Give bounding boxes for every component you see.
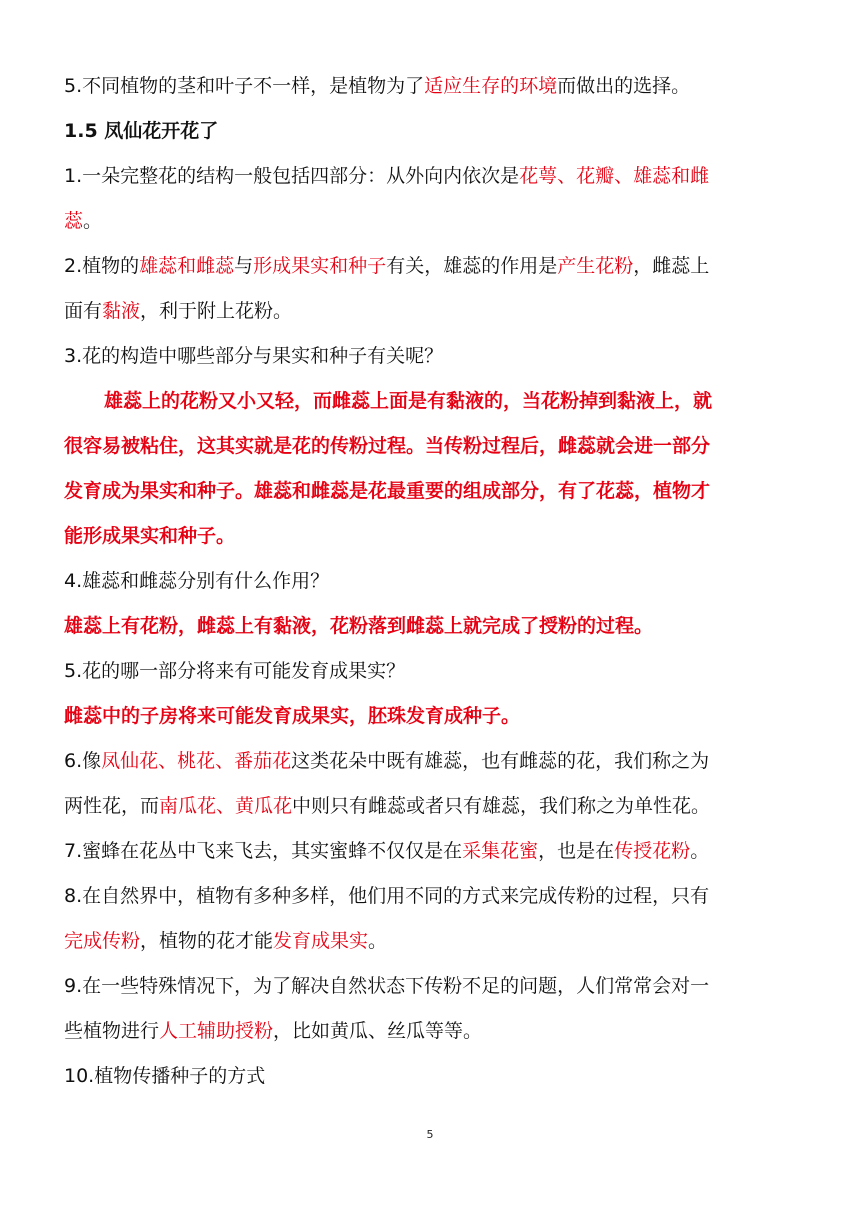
- highlighted-text: 黏液: [102, 300, 141, 322]
- text-segment: ，利于附上花粉。: [140, 300, 293, 322]
- text-segment: 这类花朵中既有雄蕊，也有雌蕊的花，我们称之为: [291, 750, 710, 772]
- text-line: [64, 604, 804, 649]
- text-line: [64, 199, 804, 244]
- highlighted-text: 适应生存的环境: [424, 75, 558, 97]
- text-line: [64, 1009, 804, 1054]
- page-number: 5: [426, 1128, 434, 1141]
- text-segment: ，雌蕊上: [633, 255, 710, 277]
- text-segment: 。: [83, 210, 103, 232]
- text-line: [64, 379, 804, 424]
- text-line: [64, 784, 804, 829]
- text-segment: 4.雄蕊和雌蕊分别有什么作用？: [64, 570, 330, 592]
- highlighted-text: 能形成果实和种子。: [64, 525, 236, 547]
- text-segment: 5.花的哪一部分将来有可能发育成果实？: [64, 660, 406, 682]
- highlighted-text: 完成传粉: [64, 930, 141, 952]
- text-line: [64, 739, 804, 784]
- text-line: [64, 289, 804, 334]
- highlighted-text: 雄蕊上有花粉，雌蕊上有黏液，花粉落到雌蕊上就完成了授粉的过程。: [64, 615, 654, 637]
- text-segment: 中则只有雌蕊或者只有雄蕊，我们称之为单性花。: [292, 795, 711, 817]
- text-segment: ，也是在: [538, 840, 615, 862]
- text-line: [64, 469, 804, 514]
- text-segment: 1.一朵完整花的结构一般包括四部分：从外向内依次是: [64, 165, 520, 187]
- text-segment: 7.蜜蜂在花丛中飞来飞去，其实蜜蜂不仅仅是在: [64, 840, 463, 862]
- text-segment: ，植物的花才能: [140, 930, 274, 952]
- text-line: [64, 334, 804, 379]
- highlighted-text: 雄蕊上的花粉又小又轻，而雌蕊上面是有黏液的，当花粉掉到黏液上，就: [104, 390, 713, 412]
- text-segment: 些植物进行: [64, 1020, 160, 1042]
- highlighted-text: 雄蕊和雌蕊: [139, 255, 235, 277]
- text-segment: 与: [234, 255, 254, 277]
- text-line: [64, 109, 804, 154]
- highlighted-text: 产生花粉: [557, 255, 634, 277]
- text-segment: 10.植物传播种子的方式: [64, 1065, 266, 1087]
- text-line: [64, 829, 804, 874]
- highlighted-text: 形成果实和种子: [253, 255, 387, 277]
- text-line: [64, 514, 804, 559]
- text-segment: 2.植物的: [64, 255, 140, 277]
- highlighted-text: 采集花蜜: [462, 840, 539, 862]
- highlighted-text: 雌蕊中的子房将来可能发育成果实，胚珠发育成种子。: [64, 705, 521, 727]
- document-body: [64, 64, 804, 1099]
- text-segment: 两性花，而: [64, 795, 160, 817]
- text-line: [64, 649, 804, 694]
- text-segment: 5.不同植物的茎和叶子不一样，是植物为了: [64, 75, 425, 97]
- highlighted-text: 传授花粉: [614, 840, 691, 862]
- highlighted-text: 发育成果实: [273, 930, 369, 952]
- text-line: [64, 424, 804, 469]
- text-segment: ，比如黄瓜、丝瓜等等。: [273, 1020, 483, 1042]
- highlighted-text: 很容易被粘住，这其实就是花的传粉过程。当传粉过程后，雌蕊就会进一部分: [64, 435, 711, 457]
- text-segment: 6.像: [64, 750, 102, 772]
- text-line: [64, 964, 804, 1009]
- text-segment: 8.在自然界中，植物有多种多样，他们用不同的方式来完成传粉的过程，只有: [64, 885, 710, 907]
- text-line: [64, 1054, 804, 1099]
- highlighted-text: 凤仙花、桃花、番茄花: [101, 750, 292, 772]
- section-heading: 1.5 凤仙花开花了: [64, 120, 219, 142]
- text-line: [64, 559, 804, 604]
- text-line: [64, 694, 804, 739]
- text-line: [64, 154, 804, 199]
- text-line: [64, 874, 804, 919]
- highlighted-text: 发育成为果实和种子。雄蕊和雌蕊是花最重要的组成部分，有了花蕊，植物才: [64, 480, 711, 502]
- text-line: [64, 64, 804, 109]
- text-segment: 。: [690, 840, 710, 862]
- highlighted-text: 蕊: [64, 210, 84, 232]
- text-segment: 3.花的构造中哪些部分与果实和种子有关呢？: [64, 345, 444, 367]
- text-segment: 有关，雄蕊的作用是: [386, 255, 558, 277]
- text-segment: 9.在一些特殊情况下，为了解决自然状态下传粉不足的问题，人们常常会对一: [64, 975, 710, 997]
- text-segment: 面有: [64, 300, 103, 322]
- text-segment: 。: [368, 930, 388, 952]
- text-line: [64, 244, 804, 289]
- highlighted-text: 南瓜花、黄瓜花: [159, 795, 293, 817]
- highlighted-text: 花萼、花瓣、雄蕊和雌: [519, 165, 710, 187]
- text-segment: 而做出的选择。: [557, 75, 691, 97]
- highlighted-text: 人工辅助授粉: [159, 1020, 274, 1042]
- text-line: [64, 919, 804, 964]
